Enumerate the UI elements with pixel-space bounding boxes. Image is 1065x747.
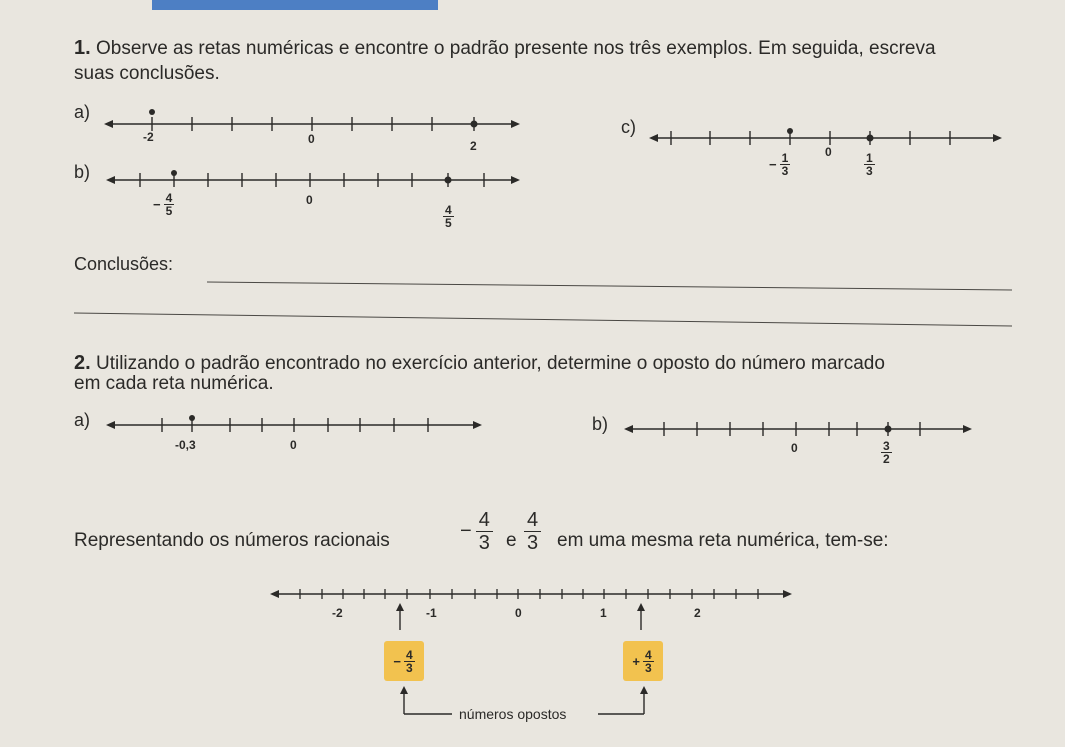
example-conj: e — [506, 530, 517, 551]
q1-text-line1: Observe as retas numéricas e encontre o padrão presente nos três exemplos. Em seguida, escreva — [95, 38, 936, 59]
q1b-tick-zero: 0 — [306, 193, 313, 207]
box-neg-den: 3 — [405, 660, 413, 675]
q1-text-line2: suas conclusões. — [74, 63, 220, 84]
q2-text-line2: em cada reta numérica. — [74, 373, 274, 394]
q2-text-line1: Utilizando o padrão encontrado no exercício anterior, determine o oposto do número marcado — [95, 353, 885, 374]
box-pos-den: 3 — [644, 660, 652, 675]
box-neg-sign: − — [393, 653, 401, 669]
q1c-right-num: 1 — [866, 151, 873, 165]
q1b-label: b) — [74, 162, 91, 182]
q1c-left-den: 3 — [781, 164, 789, 178]
example-pos-num: 4 — [524, 509, 541, 532]
conclusions-label: Conclusões: — [74, 254, 174, 274]
example-tick-label: 1 — [600, 606, 607, 620]
example-text-after: em uma mesma reta numérica, tem-se: — [557, 530, 889, 551]
q2a-tick-marked: -0,3 — [175, 438, 196, 452]
q1-number: 1. — [74, 37, 91, 59]
q1a-label: a) — [74, 102, 91, 122]
box-neg-num: 4 — [405, 647, 413, 662]
example-neg-den: 3 — [478, 532, 490, 554]
example-tick-label: 0 — [515, 606, 522, 620]
example-box-positive — [623, 641, 663, 681]
example-pos-den: 3 — [527, 532, 539, 554]
q1c-label: c) — [621, 117, 636, 137]
example-text-before: Representando os números racionais — [74, 530, 390, 551]
q2b-marked-num: 3 — [883, 439, 890, 453]
q2a-tick-zero: 0 — [290, 438, 297, 452]
q1c-left-num: 1 — [781, 151, 789, 165]
example-tick-label: -1 — [426, 606, 437, 620]
q1b-left-sign: − — [153, 197, 161, 212]
example-neg-sign: − — [460, 520, 472, 542]
q1a-tick-zero: 0 — [308, 132, 315, 146]
q2a-label: a) — [74, 410, 91, 430]
q1c-tick-zero: 0 — [825, 145, 832, 159]
q2-number: 2. — [74, 352, 91, 374]
q2b-tick-zero: 0 — [791, 441, 798, 455]
q1c-right-den: 3 — [866, 164, 873, 178]
q1b-left-den: 5 — [165, 204, 173, 218]
example-neg-num: 4 — [476, 509, 493, 532]
q2b-marked-den: 2 — [883, 452, 890, 466]
box-pos-num: 4 — [644, 647, 652, 662]
q1a-tick-left: -2 — [143, 130, 154, 144]
example-caption: números opostos — [459, 706, 567, 722]
q1b-left-num: 4 — [165, 191, 173, 205]
q1a-tick-right: 2 — [470, 139, 477, 153]
example-tick-label: -2 — [332, 606, 343, 620]
example-tick-label: 2 — [694, 606, 701, 620]
q2b-label: b) — [592, 414, 609, 434]
q1b-right-num: 4 — [445, 203, 452, 217]
q1c-left-sign: − — [769, 157, 777, 172]
example-box-negative — [384, 641, 424, 681]
box-pos-sign: + — [632, 653, 640, 669]
q1b-right-den: 5 — [445, 216, 452, 230]
